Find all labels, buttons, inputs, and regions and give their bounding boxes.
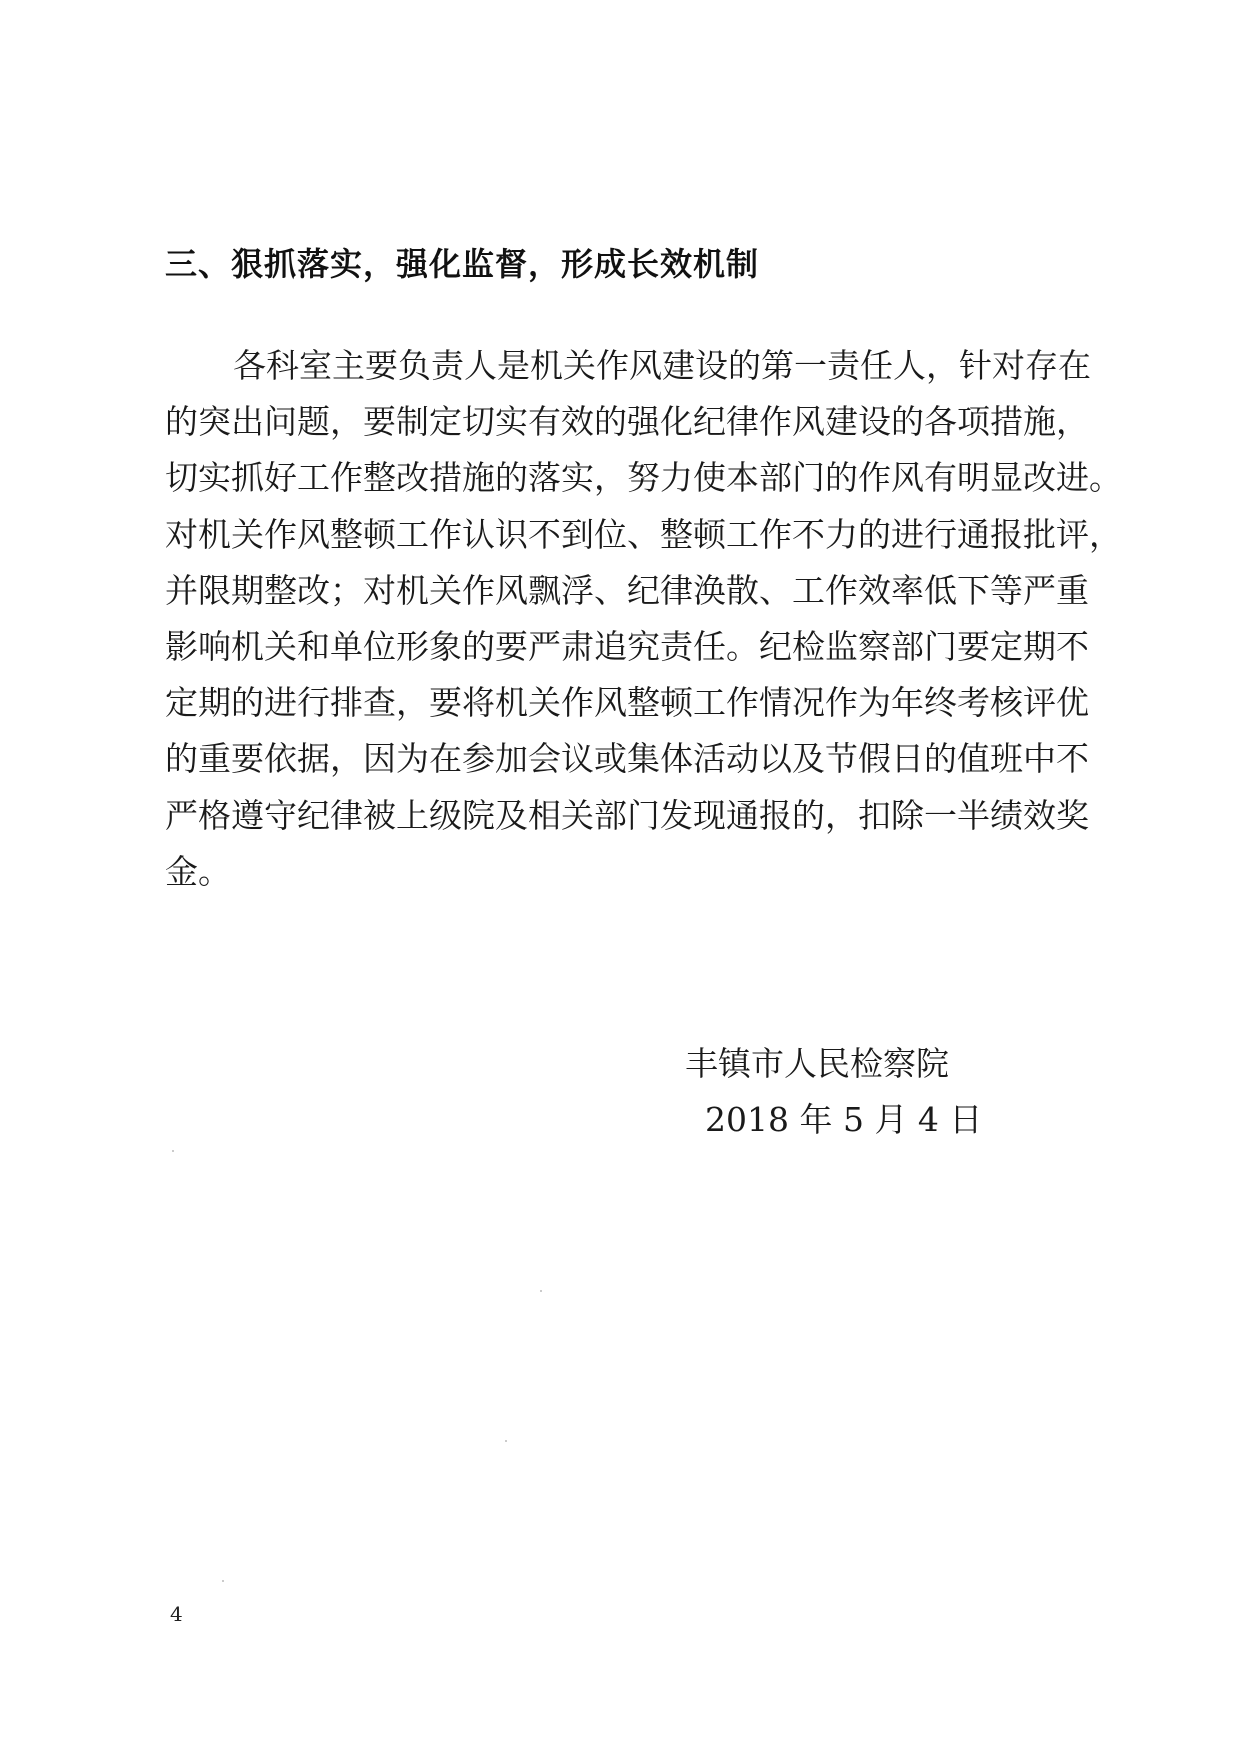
paragraph-line: 的重要依据，因为在参加会议或集体活动以及节假日的值班中不 <box>165 739 1089 779</box>
issuing-organization: 丰镇市人民检察院 <box>685 1044 949 1083</box>
page-number: 4 <box>170 1602 183 1626</box>
scan-speck <box>505 1440 507 1442</box>
scan-speck <box>540 1290 542 1292</box>
scan-speck <box>222 1580 224 1582</box>
scan-speck <box>172 1150 174 1152</box>
section-heading: 三、狠抓落实，强化监督，形成长效机制 <box>165 245 760 283</box>
paragraph-line: 切实抓好工作整改措施的落实，努力使本部门的作风有明显改进。 <box>165 458 1122 498</box>
paragraph-line: 并限期整改；对机关作风飘浮、纪律涣散、工作效率低下等严重 <box>165 570 1089 610</box>
paragraph-line: 金。 <box>165 851 231 891</box>
issue-date: 2018 年 5 月 4 日 <box>705 1100 983 1139</box>
paragraph-line: 对机关作风整顿工作认识不到位、整顿工作不力的进行通报批评， <box>165 514 1122 554</box>
paragraph-line: 严格遵守纪律被上级院及相关部门发现通报的，扣除一半绩效奖 <box>165 795 1089 835</box>
paragraph-line: 的突出问题，要制定切实有效的强化纪律作风建设的各项措施， <box>165 402 1089 442</box>
paragraph-line: 定期的进行排查，要将机关作风整顿工作情况作为年终考核评优 <box>165 683 1089 723</box>
paragraph-line: 各科室主要负责人是机关作风建设的第一责任人，针对存在 <box>233 346 1091 385</box>
body-paragraph <box>165 338 1122 900</box>
paragraph-line: 影响机关和单位形象的要严肃追究责任。纪检监察部门要定期不 <box>165 626 1089 666</box>
signature-block <box>685 1036 985 1148</box>
